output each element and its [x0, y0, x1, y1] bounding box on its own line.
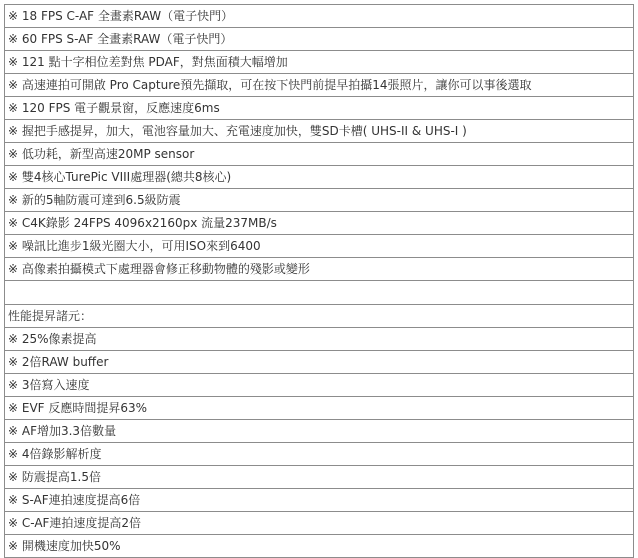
improvement-cell: ※ 開機速度加快50%: [5, 535, 634, 558]
table-row: [5, 397, 634, 420]
feature-cell: ※ 60 FPS S-AF 全畫素RAW（電子快門）: [5, 28, 634, 51]
table-row: [5, 5, 634, 28]
improvement-cell: ※ 4倍錄影解析度: [5, 443, 634, 466]
table-row: [5, 51, 634, 74]
improvement-cell: ※ S-AF連拍速度提高6倍: [5, 489, 634, 512]
empty-cell: [5, 281, 634, 305]
table-row: [5, 166, 634, 189]
empty-row: [5, 281, 634, 305]
improvements-heading: 性能提昇諸元：: [5, 305, 634, 328]
table-row: [5, 74, 634, 97]
spec-table: [4, 4, 634, 558]
table-row: [5, 97, 634, 120]
improvement-cell: ※ 防震提高1.5倍: [5, 466, 634, 489]
feature-cell: ※ C4K錄影 24FPS 4096x2160px 流量237MB/s: [5, 212, 634, 235]
improvement-cell: ※ 25%像素提高: [5, 328, 634, 351]
table-row: [5, 466, 634, 489]
table-row: [5, 28, 634, 51]
table-row: [5, 420, 634, 443]
table-row: [5, 258, 634, 281]
improvement-cell: ※ AF增加3.3倍數量: [5, 420, 634, 443]
feature-cell: ※ 低功耗，新型高速20MP sensor: [5, 143, 634, 166]
table-row: [5, 512, 634, 535]
feature-cell: ※ 18 FPS C-AF 全畫素RAW（電子快門）: [5, 5, 634, 28]
table-row: [5, 305, 634, 328]
table-row: [5, 374, 634, 397]
feature-cell: ※ 握把手感提昇，加大，電池容量加大、充電速度加快，雙SD卡槽( UHS-II & UHS-I ): [5, 120, 634, 143]
feature-cell: ※ 高速連拍可開啟 Pro Capture預先擷取，可在按下快門前提早拍攝14張照片，讓你可以事後選取: [5, 74, 634, 97]
table-row: [5, 328, 634, 351]
improvement-cell: ※ 2倍RAW buffer: [5, 351, 634, 374]
table-row: [5, 143, 634, 166]
table-row: [5, 235, 634, 258]
feature-cell: ※ 高像素拍攝模式下處理器會修正移動物體的殘影或變形: [5, 258, 634, 281]
table-row: [5, 443, 634, 466]
improvement-cell: ※ EVF 反應時間提昇63%: [5, 397, 634, 420]
spec-table-body: [5, 5, 634, 558]
improvement-cell: ※ C-AF連拍速度提高2倍: [5, 512, 634, 535]
improvement-cell: ※ 3倍寫入速度: [5, 374, 634, 397]
table-row: [5, 535, 634, 558]
feature-cell: ※ 120 FPS 電子觀景窗，反應速度6ms: [5, 97, 634, 120]
table-row: [5, 489, 634, 512]
feature-cell: ※ 121 點十字相位差對焦 PDAF，對焦面積大幅增加: [5, 51, 634, 74]
feature-cell: ※ 噪訊比進步1級光圈大小，可用ISO來到6400: [5, 235, 634, 258]
table-row: [5, 212, 634, 235]
table-row: [5, 120, 634, 143]
table-row: [5, 189, 634, 212]
table-row: [5, 351, 634, 374]
feature-cell: ※ 新的5軸防震可達到6.5級防震: [5, 189, 634, 212]
feature-cell: ※ 雙4核心TurePic VIII處理器(總共8核心): [5, 166, 634, 189]
